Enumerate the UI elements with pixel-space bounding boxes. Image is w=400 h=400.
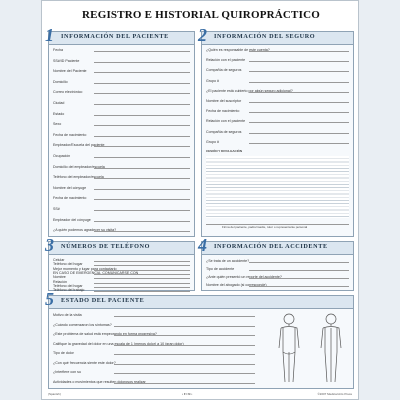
form-field-row bbox=[206, 139, 349, 145]
field-input-line[interactable] bbox=[94, 51, 190, 52]
form-field-row bbox=[206, 266, 349, 272]
field-label: Mejor momento y lugar para contactarlo bbox=[53, 266, 117, 271]
form-field-row bbox=[206, 129, 349, 135]
form-field-row bbox=[53, 100, 190, 106]
field-input-line[interactable] bbox=[114, 345, 255, 346]
field-input-line[interactable] bbox=[249, 143, 349, 144]
form-field-row bbox=[53, 341, 255, 347]
field-input-line[interactable] bbox=[94, 62, 190, 63]
field-label: Fecha de nacimiento bbox=[53, 132, 87, 137]
field-label: Grupo # bbox=[206, 139, 219, 144]
section-title: INFORMACIÓN DEL PACIENTE bbox=[61, 33, 169, 40]
page-title: REGISTRO E HISTORIAL QUIROPRÁCTICO bbox=[82, 9, 320, 21]
form-field-row bbox=[53, 322, 255, 328]
field-input-line[interactable] bbox=[94, 189, 190, 190]
form-field-row bbox=[53, 360, 255, 366]
field-input-line[interactable] bbox=[114, 335, 255, 336]
field-input-line[interactable] bbox=[114, 364, 255, 365]
section-number: 3 bbox=[45, 235, 54, 255]
field-input-line[interactable] bbox=[249, 270, 349, 271]
form-sheet bbox=[41, 0, 359, 400]
field-label: ¿Cuándo comenzaron los síntomas? bbox=[53, 322, 112, 327]
form-field-row bbox=[53, 47, 190, 53]
field-input-line[interactable] bbox=[94, 168, 190, 169]
field-label: SS# bbox=[53, 207, 60, 211]
form-field-row bbox=[53, 164, 190, 170]
field-input-line[interactable] bbox=[94, 136, 190, 137]
field-label: Teléfono del hogar bbox=[53, 262, 83, 267]
field-input-line[interactable] bbox=[94, 125, 190, 126]
form-field-row bbox=[53, 185, 190, 191]
section-phone-numbers bbox=[45, 235, 195, 293]
form-field-row bbox=[206, 98, 349, 104]
field-input-line[interactable] bbox=[94, 291, 190, 292]
form-field-row bbox=[53, 153, 190, 159]
field-input-line[interactable] bbox=[114, 326, 255, 327]
form-field-row bbox=[53, 132, 190, 138]
field-label: Ciudad bbox=[53, 101, 65, 105]
field-label: Domicilio del empleador/escuela bbox=[53, 164, 105, 169]
section-number: 2 bbox=[198, 25, 207, 45]
form-field-row bbox=[53, 89, 190, 95]
field-label: Califique la gravedad del dolor en una escala de 1 (menos dolor) a 10 (gran dolor) bbox=[53, 341, 184, 346]
assignment-heading: CESIÓN Y DIVULGACIÓN bbox=[206, 149, 243, 153]
field-label: ¿Quién es responsable de este cuenta? bbox=[206, 48, 270, 52]
form-field-row bbox=[206, 88, 349, 94]
form-field-row bbox=[206, 78, 349, 84]
form-field-row bbox=[206, 47, 349, 53]
field-input-line[interactable] bbox=[94, 231, 190, 232]
assignment-text-block bbox=[206, 156, 349, 218]
form-field-row bbox=[53, 379, 255, 385]
field-input-line[interactable] bbox=[114, 383, 255, 384]
body-diagram-back-icon[interactable] bbox=[313, 312, 349, 386]
field-input-line[interactable] bbox=[249, 133, 349, 134]
form-field-row bbox=[206, 57, 349, 63]
field-label: ¿El paciente está cubierto por algún seguro adicional? bbox=[206, 88, 293, 93]
field-label: Nombre del Paciente bbox=[53, 69, 87, 74]
field-label: Teléfono del trabajo bbox=[53, 288, 85, 293]
field-label: Motivo de la visita bbox=[53, 313, 82, 317]
field-input-line[interactable] bbox=[249, 112, 349, 113]
section-patient-info bbox=[45, 25, 195, 237]
section-number: 1 bbox=[45, 25, 54, 45]
field-label: Empleador del cónyuge bbox=[53, 217, 91, 222]
form-field-row bbox=[53, 142, 190, 148]
field-label: Fecha de nacimiento bbox=[53, 196, 87, 201]
section-number: 4 bbox=[198, 235, 207, 255]
field-input-line[interactable] bbox=[249, 71, 349, 72]
field-input-line[interactable] bbox=[114, 316, 255, 317]
field-label: Tipo de accidente bbox=[206, 267, 235, 271]
field-input-line[interactable] bbox=[94, 104, 190, 105]
section-title: ESTADO DEL PACIENTE bbox=[61, 297, 145, 304]
field-label: Actividades o movimientos que resulten dolorosos realizar bbox=[53, 379, 146, 384]
field-label: Ocupación bbox=[53, 154, 71, 158]
form-field-row bbox=[53, 350, 255, 356]
form-field-row bbox=[206, 67, 349, 73]
field-label: SS#/ID Paciente bbox=[53, 58, 80, 63]
field-input-line[interactable] bbox=[249, 286, 349, 287]
form-field-row bbox=[206, 258, 349, 264]
field-input-line[interactable] bbox=[249, 102, 349, 103]
field-input-line[interactable] bbox=[249, 278, 349, 279]
body-diagram-front-icon[interactable] bbox=[271, 312, 307, 386]
field-label: Tipo de dolor bbox=[53, 351, 74, 355]
section-title: INFORMACIÓN DEL ACCIDENTE bbox=[214, 243, 328, 250]
field-input-line[interactable] bbox=[249, 82, 349, 83]
section-title: NÚMEROS DE TELÉFONO bbox=[61, 243, 150, 250]
field-label: Compañía de seguros bbox=[206, 68, 242, 73]
field-input-line[interactable] bbox=[94, 115, 190, 116]
field-label: Teléfono del empleador/escuela bbox=[53, 175, 104, 180]
field-label: Nombre del abogado (si corresponde) bbox=[206, 283, 267, 287]
field-input-line[interactable] bbox=[94, 210, 190, 211]
field-label: Grupo # bbox=[206, 78, 219, 83]
footer-right: ©2007 Medical Arts Press bbox=[317, 392, 352, 396]
signature-label: Firma del paciente, padre/madre, tutor o representante personal bbox=[222, 225, 308, 229]
field-label: ¿A quién podemos agradecer su visita? bbox=[53, 228, 117, 233]
form-field-row bbox=[53, 206, 190, 212]
field-label: Sexo bbox=[53, 122, 62, 127]
field-label: ¿Ante quién presentó un reporte del accidente? bbox=[206, 275, 282, 279]
field-input-line[interactable] bbox=[94, 146, 190, 147]
form-field-row bbox=[53, 79, 190, 85]
form-field-row bbox=[206, 274, 349, 280]
form-field-row bbox=[53, 287, 190, 293]
form-field-row bbox=[53, 174, 190, 180]
field-input-line[interactable] bbox=[114, 354, 255, 355]
field-input-line[interactable] bbox=[249, 61, 349, 62]
field-label: Estado bbox=[53, 111, 65, 116]
field-label: Empleador/Escuela del paciente bbox=[53, 143, 105, 148]
form-field-row bbox=[206, 118, 349, 124]
field-input-line[interactable] bbox=[94, 221, 190, 222]
form-field-row bbox=[53, 227, 190, 233]
field-input-line[interactable] bbox=[249, 122, 349, 123]
form-field-row bbox=[53, 195, 190, 201]
field-label: ¿Este problema de salud está empeorando en forma progresiva? bbox=[53, 332, 157, 336]
section-title: INFORMACIÓN DEL SEGURO bbox=[214, 33, 316, 40]
field-input-line[interactable] bbox=[94, 72, 190, 73]
field-label: Relación con el paciente bbox=[206, 119, 246, 124]
field-label: Compañía de seguros bbox=[206, 129, 242, 134]
form-field-row bbox=[53, 121, 190, 127]
field-label: Relación con el paciente bbox=[206, 58, 246, 63]
field-input-line[interactable] bbox=[94, 178, 190, 179]
field-label: Celular bbox=[53, 258, 65, 262]
form-field-row bbox=[53, 331, 255, 337]
field-label: EN CASO DE EMERGENCIA, COMUNICARSE CON bbox=[53, 270, 139, 275]
footer-center: • F I N • bbox=[182, 392, 193, 396]
field-input-line[interactable] bbox=[94, 83, 190, 84]
field-input-line[interactable] bbox=[94, 157, 190, 158]
field-label: Nombre del cónyuge bbox=[53, 185, 87, 190]
form-field-row bbox=[53, 369, 255, 375]
form-field-row bbox=[53, 58, 190, 64]
form-field-row bbox=[53, 111, 190, 117]
field-label: ¿Interfiere con su bbox=[53, 370, 81, 374]
field-input-line[interactable] bbox=[114, 373, 255, 374]
field-input-line[interactable] bbox=[94, 93, 190, 94]
section-accident-info bbox=[198, 235, 354, 291]
field-label: Fecha de nacimiento bbox=[206, 109, 240, 114]
field-input-line[interactable] bbox=[94, 199, 190, 200]
form-field-row bbox=[53, 217, 190, 223]
field-input-line[interactable] bbox=[249, 51, 349, 52]
field-input-line[interactable] bbox=[249, 262, 349, 263]
field-label: Domicilio bbox=[53, 79, 68, 84]
footer-left: (Spanish) bbox=[48, 392, 61, 396]
form-field-row bbox=[53, 312, 255, 318]
field-label: ¿Con qué frecuencia siente este dolor? bbox=[53, 360, 116, 365]
field-label: ¿Se trata de un accidente? bbox=[206, 259, 250, 263]
field-input-line[interactable] bbox=[249, 92, 349, 93]
field-label: Nombre bbox=[53, 275, 66, 280]
field-label: Fecha bbox=[53, 48, 63, 52]
form-field-row bbox=[53, 68, 190, 74]
field-label: Teléfono del hogar bbox=[53, 283, 83, 288]
section-insurance-info bbox=[198, 25, 354, 237]
field-label: Relación bbox=[53, 279, 67, 284]
field-label: Nombre del suscriptor bbox=[206, 99, 242, 103]
field-label: Correo electrónico bbox=[53, 90, 83, 95]
form-field-row bbox=[206, 282, 349, 288]
section-number: 5 bbox=[45, 289, 54, 309]
form-field-row bbox=[206, 108, 349, 114]
